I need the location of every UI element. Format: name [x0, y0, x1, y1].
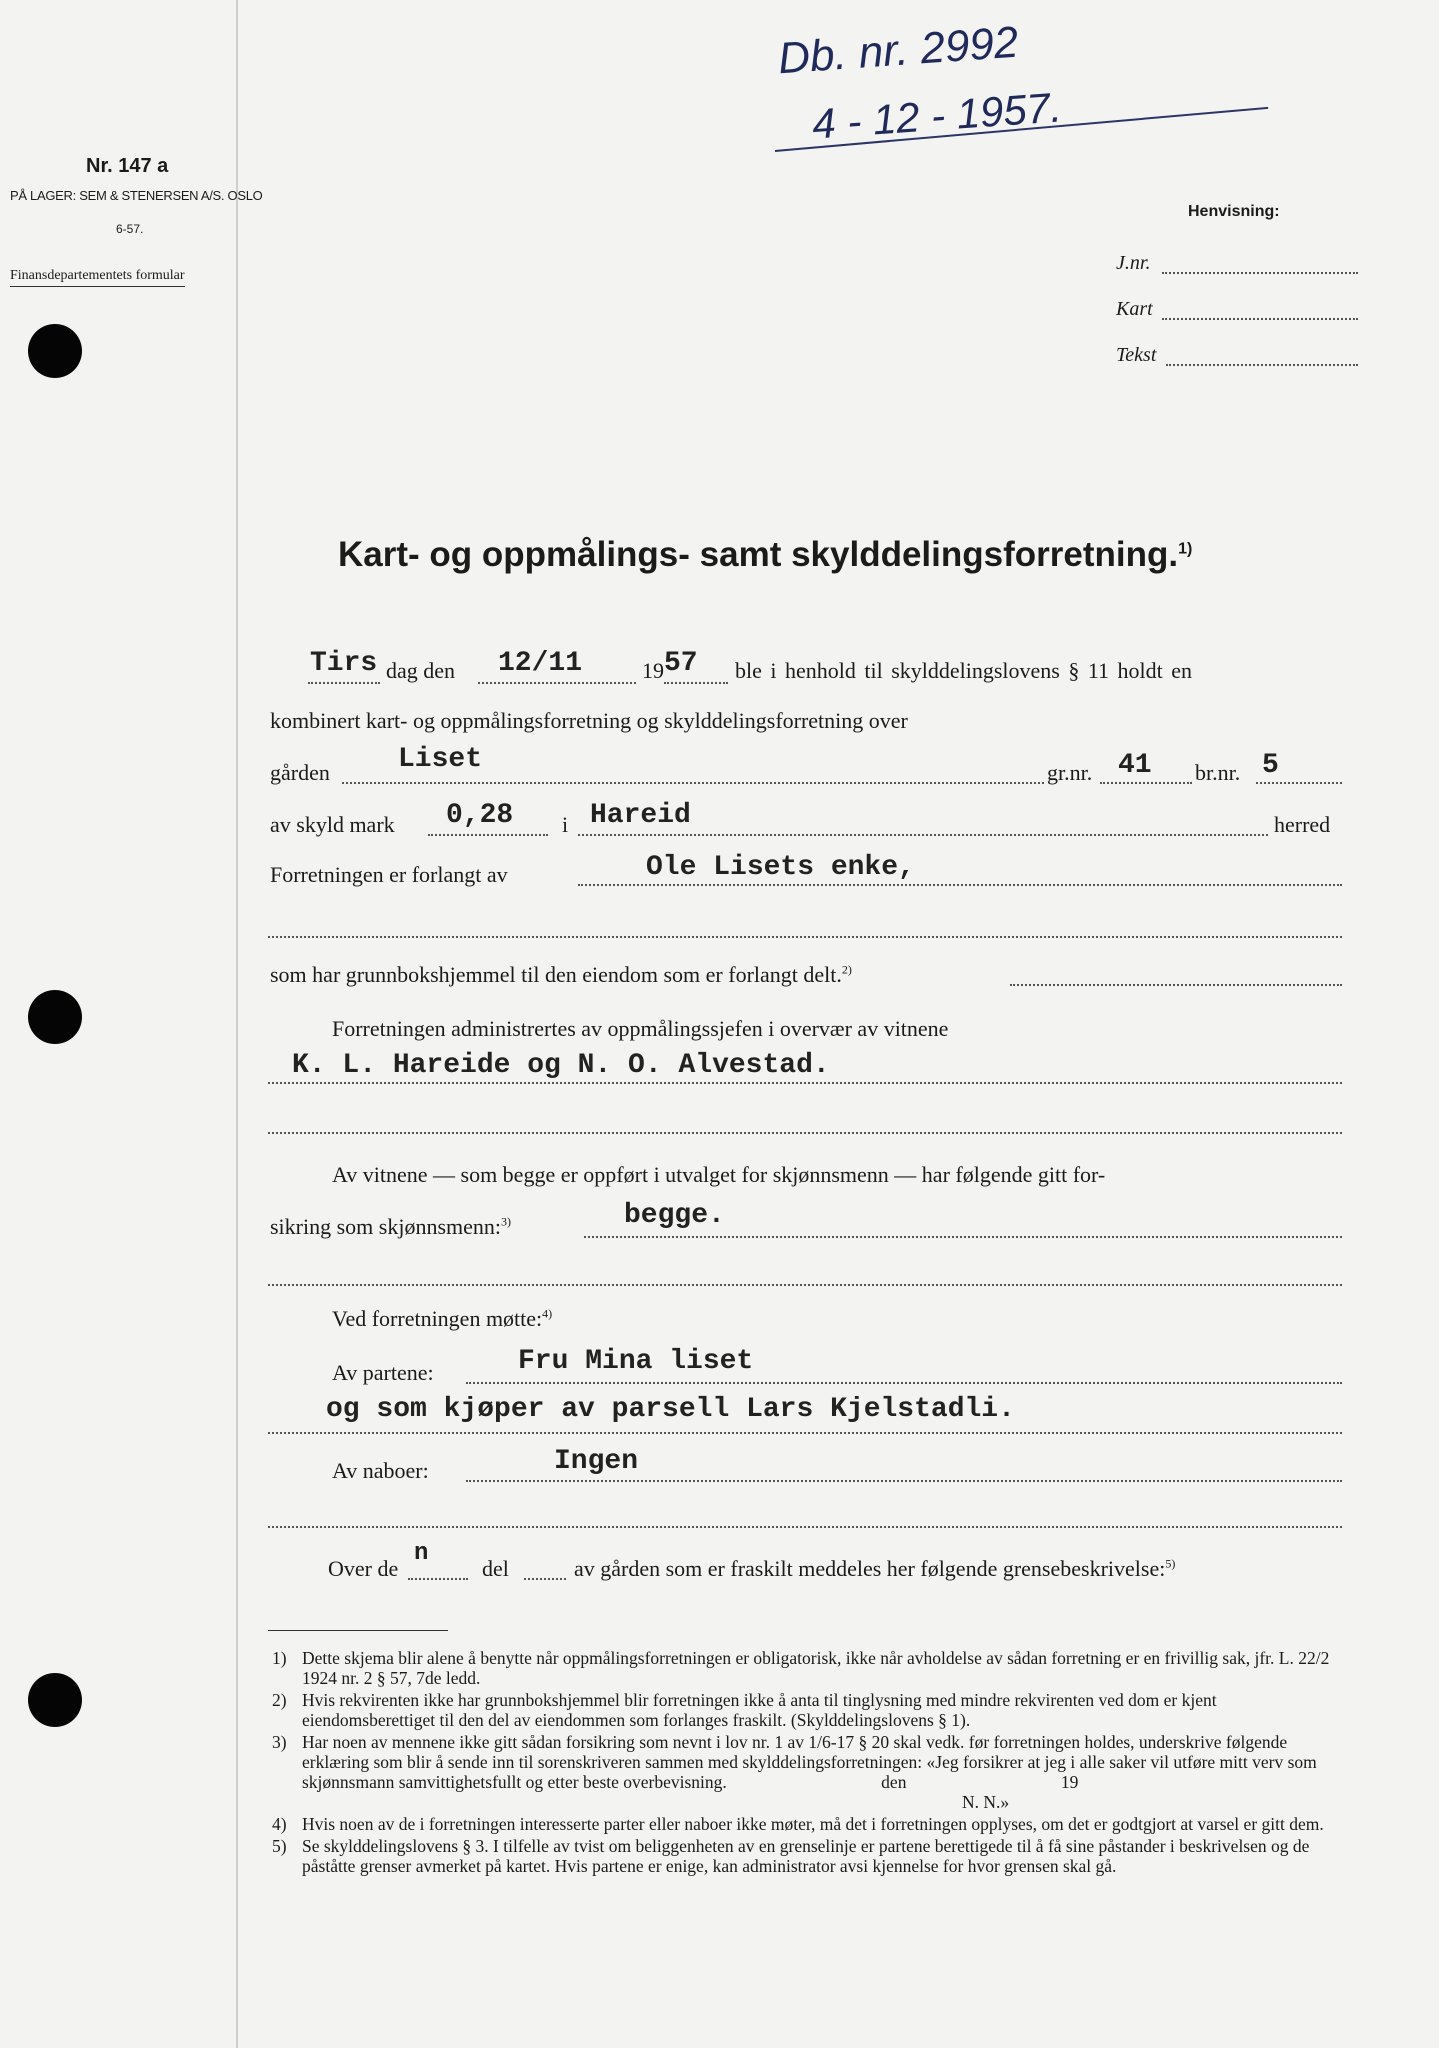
garden-value: Liset	[398, 744, 483, 775]
registration-number: Db. nr. 2992	[776, 17, 1020, 84]
forsikring-text: sikring som skjønnsmenn:	[270, 1214, 502, 1239]
footnote-5	[272, 1836, 1342, 1876]
footnote-3-den: den	[881, 1772, 907, 1792]
grunnbok-field[interactable]	[1010, 984, 1342, 986]
partene-field[interactable]	[466, 1382, 1342, 1384]
footnote-separator	[268, 1630, 448, 1631]
partene-field-2[interactable]	[268, 1432, 1342, 1434]
footnote-3	[272, 1732, 1342, 1792]
year-prefix: 19	[642, 658, 664, 683]
forlangt-label: Forretningen er forlangt av	[270, 862, 508, 887]
weekday-field[interactable]	[308, 682, 380, 684]
brnr-label: br.nr.	[1195, 760, 1241, 785]
footnote-5-mark: 5)	[272, 1836, 287, 1856]
grunnbok-text: som har grunnbokshjemmel til den eiendom som er forlangt delt.	[270, 962, 842, 987]
skyld-value: 0,28	[446, 800, 514, 831]
footnote-4-mark: 4)	[272, 1814, 287, 1834]
partene-value-2: og som kjøper av parsell Lars Kjelstadli.	[326, 1394, 1015, 1425]
date-value: 12/11	[498, 648, 583, 679]
footnote-4	[272, 1814, 1342, 1834]
forsikring-mark: 3)	[501, 1214, 512, 1229]
grense-text: av gården som er fraskilt meddeles her følgende grensebeskrivelse:	[574, 1556, 1166, 1581]
witnesses-field[interactable]	[268, 1082, 1342, 1084]
del-label: del	[482, 1556, 509, 1581]
grunnbok-mark: 2)	[841, 962, 852, 977]
garden-field[interactable]	[342, 782, 1044, 784]
motte-text: Ved forretningen møtte:	[332, 1306, 543, 1331]
margin-line	[236, 0, 238, 2048]
naboer-field-2[interactable]	[268, 1526, 1342, 1528]
skyld-field[interactable]	[428, 834, 548, 836]
forsikring-value: begge.	[624, 1200, 725, 1231]
del-field[interactable]	[524, 1578, 566, 1580]
forsikring-field[interactable]	[584, 1236, 1342, 1238]
motte-label	[332, 1306, 552, 1332]
dag-den-label: dag den	[386, 658, 456, 683]
date-field[interactable]	[478, 682, 636, 684]
title-footnote-mark: 1)	[1178, 540, 1193, 558]
tekst-field[interactable]	[1166, 364, 1358, 366]
forsikring-field-2[interactable]	[268, 1284, 1342, 1286]
over-field[interactable]	[408, 1578, 468, 1580]
forsikring-label	[270, 1214, 511, 1240]
grense-mark: 5)	[1165, 1556, 1176, 1571]
issuer-line: Finansdepartementets formular	[10, 268, 185, 287]
registration-date: 4 - 12 - 1957.	[810, 83, 1064, 148]
naboer-value: Ingen	[554, 1446, 639, 1477]
brnr-field[interactable]	[1256, 782, 1342, 784]
punch-hole-top	[28, 324, 82, 378]
witnesses-field-2[interactable]	[268, 1132, 1342, 1134]
administrert-label: Forretningen administrertes av oppmålingssjefen i overvær av vitnene	[332, 1016, 949, 1041]
forlangt-field[interactable]	[578, 884, 1342, 886]
jnr-field[interactable]	[1162, 272, 1358, 274]
year-value: 57	[664, 648, 698, 679]
footnote-1-mark: 1)	[272, 1648, 287, 1668]
grnr-label: gr.nr.	[1047, 760, 1093, 785]
footnote-2-text: Hvis rekvirenten ikke har grunnbokshjemmel blir forretningen ikke å anta til tinglysning med mindre rekvirenten ved dom er kjent eiendomsberettiget til den del av eiendommen som forlanges fraskilt. (Skylddelingslovens § 1).	[302, 1690, 1217, 1730]
footnote-3-year: 19	[1060, 1772, 1079, 1792]
over-hand: n	[414, 1540, 429, 1567]
skyld-label: av skyld mark	[270, 812, 395, 837]
weekday-value: Tirs	[310, 648, 378, 679]
grunnbok-label	[270, 962, 852, 988]
footnote-3-body: Har noen av mennene ikke gitt sådan forsikring som nevnt i lov nr. 1 av 1/6-17 § 20 skal vedk. før forretningen holdes, underskrive følgende erklæring som blir å sende inn til sorenskriveren sammen med skylddelingsforretningen: «Jeg forsikrer at jeg i alle saker vil utføre mitt verv som skjønnsmann samvittighetsfullt og etter beste overbevisning.	[302, 1732, 1317, 1792]
punch-hole-bottom	[28, 1673, 82, 1727]
grnr-field[interactable]	[1100, 782, 1192, 784]
punch-hole-middle	[28, 990, 82, 1044]
footnote-5-text: Se skylddelingslovens § 3. I tilfelle av tvist om beliggenheten av en grenselinje er partene berettigede til å få sine påstander i beskrivelsen og de påståtte grenser avmerket på kartet. Hvis partene er enige, kan administrator avsi kjennelse for hvor grensen skal gå.	[302, 1836, 1310, 1876]
forsikring-line1: Av vitnene — som begge er oppført i utvalget for skjønnsmenn — har følgende gitt for-	[332, 1162, 1106, 1187]
footnote-2	[272, 1690, 1342, 1730]
brnr-value: 5	[1262, 750, 1279, 781]
over-label: Over de	[328, 1556, 399, 1581]
page-title	[338, 535, 1192, 575]
i-label: i	[562, 812, 569, 837]
witnesses-value: K. L. Hareide og N. O. Alvestad.	[292, 1050, 830, 1081]
line1-rest: ble i henhold til skylddelingslovens § 11 holdt en	[735, 658, 1193, 683]
footnote-4-text: Hvis noen av de i forretningen interesserte parter eller naboer ikke møter, må det i forretningen opplyses, om det er godtgjort at varsel er gitt dem.	[302, 1814, 1324, 1834]
footnote-3-signature: N. N.»	[962, 1792, 1010, 1812]
herred-label: herred	[1274, 812, 1331, 837]
title-text: Kart- og oppmålings- samt skylddelingsforretning.	[338, 535, 1179, 574]
line2-text: kombinert kart- og oppmålingsforretning og skylddelingsforretning over	[270, 708, 908, 733]
partene-value: Fru Mina liset	[518, 1346, 754, 1377]
kart-label: Kart	[1116, 298, 1153, 320]
form-number: Nr. 147 a	[86, 155, 169, 177]
grnr-value: 41	[1118, 750, 1152, 781]
reference-title: Henvisning:	[1188, 203, 1280, 220]
tekst-label: Tekst	[1116, 344, 1157, 366]
herred-field[interactable]	[578, 834, 1268, 836]
forlangt-value: Ole Lisets enke,	[646, 852, 915, 883]
partene-label: Av partene:	[332, 1360, 434, 1385]
footnote-3-mark: 3)	[272, 1732, 287, 1752]
footnotes	[272, 1648, 1342, 1876]
footnote-1	[272, 1648, 1342, 1688]
grense-label	[574, 1556, 1175, 1582]
motte-mark: 4)	[542, 1306, 553, 1321]
footnote-3-text	[302, 1732, 1342, 1792]
footnote-3-signature-row	[272, 1792, 1342, 1812]
jnr-label: J.nr.	[1116, 252, 1151, 274]
kart-field[interactable]	[1162, 318, 1358, 320]
footnote-2-mark: 2)	[272, 1690, 287, 1710]
naboer-field[interactable]	[466, 1480, 1342, 1482]
naboer-label: Av naboer:	[332, 1458, 429, 1483]
edition-line: 6-57.	[116, 222, 144, 236]
footnote-1-text: Dette skjema blir alene å benytte når oppmålingsforretningen er obligatorisk, ikke når avholdelse av sådan forretning er en frivillig sak, jfr. L. 22/2 1924 nr. 2 § 57, 7de ledd.	[302, 1648, 1330, 1688]
garden-label: gården	[270, 760, 330, 785]
forlangt-field-2[interactable]	[268, 936, 1342, 938]
herred-value: Hareid	[590, 800, 691, 831]
printer-line: PÅ LAGER: SEM & STENERSEN A/S. OSLO	[10, 188, 263, 203]
year-field[interactable]	[664, 682, 728, 684]
